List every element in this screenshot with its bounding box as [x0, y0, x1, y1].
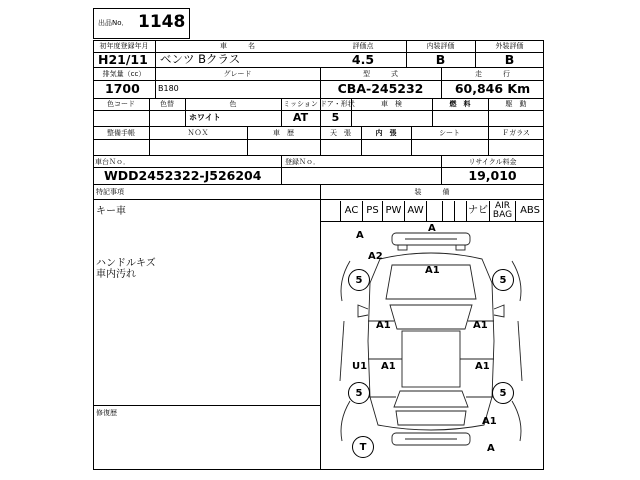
- tire-front-right: 5: [492, 269, 514, 291]
- equip-pw: PW: [382, 201, 404, 221]
- header-model: 型 式: [363, 70, 398, 78]
- equip-blank-1: [426, 201, 442, 221]
- damage-mark-a1-right-front: A1: [473, 320, 488, 331]
- header-equipment: 装 備: [414, 188, 450, 196]
- interior-value: B: [435, 52, 446, 67]
- header-interior: 内装評価: [426, 42, 455, 50]
- equip-ac: AC: [340, 201, 362, 221]
- equip-blank-3: [454, 201, 466, 221]
- equip-abs: ABS: [515, 201, 544, 221]
- equip-navi: ナビ: [466, 201, 489, 221]
- reg-year-value: H21/11: [98, 52, 148, 67]
- equip-airbag: AIR BAG: [489, 201, 515, 221]
- damage-mark-a1-rear: A1: [482, 416, 497, 427]
- header-remarks: 特記事項: [96, 188, 124, 196]
- header-registration: 登録Ｎｏ．: [285, 158, 320, 166]
- damage-mark-a1-hood: A1: [425, 265, 440, 276]
- tire-rear-right: 5: [492, 382, 514, 404]
- header-transmission: ミッション: [283, 100, 318, 108]
- header-seat: シート: [439, 129, 460, 137]
- header-interior-trim: 内 張: [375, 129, 397, 137]
- header-color: 色: [229, 100, 237, 108]
- tire-rear-left: 5: [348, 382, 370, 404]
- car-damage-diagram: [320, 221, 544, 470]
- lot-number-box: [93, 8, 190, 39]
- damage-mark-a1-right-rear: A1: [475, 361, 490, 372]
- header-recycle: リサイクル料金: [468, 158, 517, 166]
- model-value: CBA-245232: [337, 81, 424, 96]
- header-color-code: 色コード: [107, 100, 135, 108]
- equip-blank-2: [442, 201, 454, 221]
- damage-mark-a1-left-rear: A1: [381, 361, 396, 372]
- header-reg-year: 初年度登録年月: [99, 42, 149, 50]
- header-history: 車 歴: [273, 129, 294, 137]
- transmission-value: AT: [292, 111, 309, 124]
- header-exterior: 外装評価: [495, 42, 524, 50]
- grade-value: B180: [158, 84, 179, 93]
- header-manual: 整備手帳: [107, 129, 135, 137]
- damage-mark-a-rear: A: [487, 443, 495, 454]
- chassis-value: WDD2452322-J526204: [104, 168, 262, 183]
- displacement-value: 1700: [105, 81, 140, 96]
- exterior-value: B: [504, 52, 515, 67]
- header-inspection: 車 検: [381, 100, 402, 108]
- header-displacement: 排気量（cc）: [102, 70, 146, 78]
- damage-mark-u1-left-rear: U1: [352, 361, 368, 372]
- lot-number-value: 1148: [138, 12, 186, 32]
- damage-mark-a1-left-front: A1: [376, 320, 391, 331]
- header-drive: 駆 動: [505, 100, 527, 108]
- remark-key-car: キー車: [96, 206, 126, 217]
- header-repair: 修復歴: [96, 409, 117, 417]
- mileage-value: 60,846 Km: [454, 81, 531, 96]
- header-score: 評価点: [352, 42, 374, 50]
- header-make: 車 名: [220, 42, 255, 50]
- tire-spare: T: [352, 436, 374, 458]
- color-value: ホワイト: [189, 113, 221, 122]
- equip-ps: PS: [362, 201, 382, 221]
- header-nox: ＮＯＸ: [187, 129, 209, 137]
- header-fuel: 燃 料: [449, 100, 471, 108]
- doors-value: 5: [331, 111, 340, 124]
- remark-notes: ハンドルキズ 車内汚れ: [96, 258, 156, 280]
- score-value: 4.5: [351, 52, 375, 67]
- make-value: ベンツ Bクラス: [160, 52, 241, 66]
- tire-front-left: 5: [348, 269, 370, 291]
- equip-aw: AW: [404, 201, 426, 221]
- header-color-change: 色替: [160, 100, 174, 108]
- header-fglass: Ｆガラス: [502, 129, 530, 137]
- damage-mark-a-top-center: A: [428, 223, 436, 234]
- damage-mark-a-top-left: A: [356, 230, 364, 241]
- recycle-value: 19,010: [468, 168, 517, 183]
- header-chassis: 車台Ｎｏ．: [95, 158, 130, 166]
- header-grade: グレード: [223, 70, 252, 78]
- damage-mark-a2-hood: A2: [368, 251, 383, 262]
- header-roof: 天 張: [330, 129, 351, 137]
- header-doors: ドア・形状: [320, 100, 355, 108]
- header-mileage: 走 行: [475, 70, 510, 78]
- lot-number-label: 出品No．: [98, 19, 129, 27]
